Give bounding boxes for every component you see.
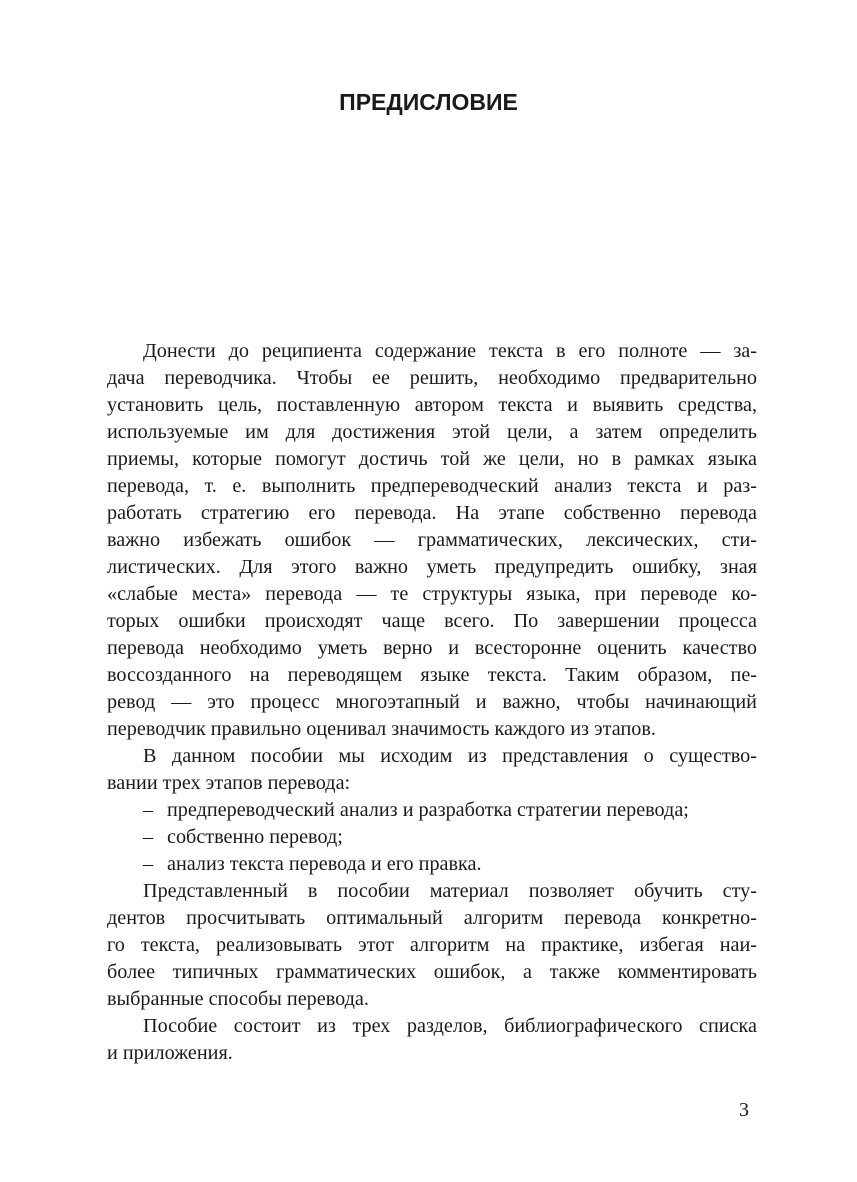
text-line: более типичных грамматических ошибок, а также комментировать: [107, 961, 757, 983]
text-line: перевода, т. е. выполнить предпереводческий анализ текста и раз-: [107, 475, 757, 497]
text-line: дентов просчитывать оптимальный алгоритм перевода конкретно-: [107, 907, 757, 929]
text-line: Пособие состоит из трех разделов, библиографического списка: [143, 1015, 757, 1037]
list-dash: –: [143, 826, 154, 848]
text-line: торых ошибки происходят чаще всего. По завершении процесса: [107, 610, 757, 632]
text-line: воссозданного на переводящем языке текста. Таким образом, пе-: [107, 664, 757, 686]
list-item-text: анализ текста перевода и его правка.: [167, 853, 482, 875]
list-item: [107, 824, 757, 851]
paragraph-intro: [107, 338, 757, 743]
paragraph-stages: [107, 743, 757, 797]
list-item: [107, 851, 757, 878]
list-item-text: собственно перевод;: [167, 826, 343, 848]
text-line: и приложения.: [107, 1042, 233, 1064]
text-line: используемые им для достижения этой цели, а затем определить: [107, 421, 757, 443]
text-line: ревод — это процесс многоэтапный и важно, чтобы начинающий: [107, 691, 757, 713]
text-line: вании трех этапов перевода:: [107, 772, 351, 794]
page-number: 3: [739, 1099, 749, 1121]
text-line: дача переводчика. Чтобы ее решить, необходимо предварительно: [107, 367, 757, 389]
paragraph-material: [107, 878, 757, 1013]
text-line: «слабые места» перевода — те структуры языка, при переводе ко-: [107, 583, 757, 605]
text-line: работать стратегию его перевода. На этапе собственно перевода: [107, 502, 757, 524]
list-item: [107, 797, 757, 824]
text-line: В данном пособии мы исходим из представления о существо-: [143, 745, 757, 767]
text-line: Представленный в пособии материал позволяет обучить сту-: [143, 880, 757, 902]
text-line: листических. Для этого важно уметь предупредить ошибку, зная: [107, 556, 757, 578]
text-line: установить цель, поставленную автором текста и выявить средства,: [107, 394, 757, 416]
body-text: [107, 338, 757, 1067]
text-line: го текста, реализовывать этот алгоритм на практике, избегая наи-: [107, 934, 757, 956]
page-title: ПРЕДИСЛОВИЕ: [339, 89, 518, 115]
list-dash: –: [143, 799, 154, 821]
text-line: перевода необходимо уметь верно и всесторонне оценить качество: [107, 637, 757, 659]
text-line: важно избежать ошибок — грамматических, лексических, сти-: [107, 529, 757, 551]
text-line: переводчик правильно оценивал значимость каждого из этапов.: [107, 718, 656, 740]
text-line: приемы, которые помогут достичь той же цели, но в рамках языка: [107, 448, 757, 470]
text-line: выбранные способы перевода.: [107, 988, 369, 1010]
stages-list: [107, 797, 757, 878]
list-item-text: предпереводческий анализ и разработка стратегии перевода;: [167, 799, 689, 821]
list-dash: –: [143, 853, 154, 875]
text-line: Донести до реципиента содержание текста в его полноте — за-: [143, 340, 757, 362]
paragraph-structure: [107, 1013, 757, 1067]
